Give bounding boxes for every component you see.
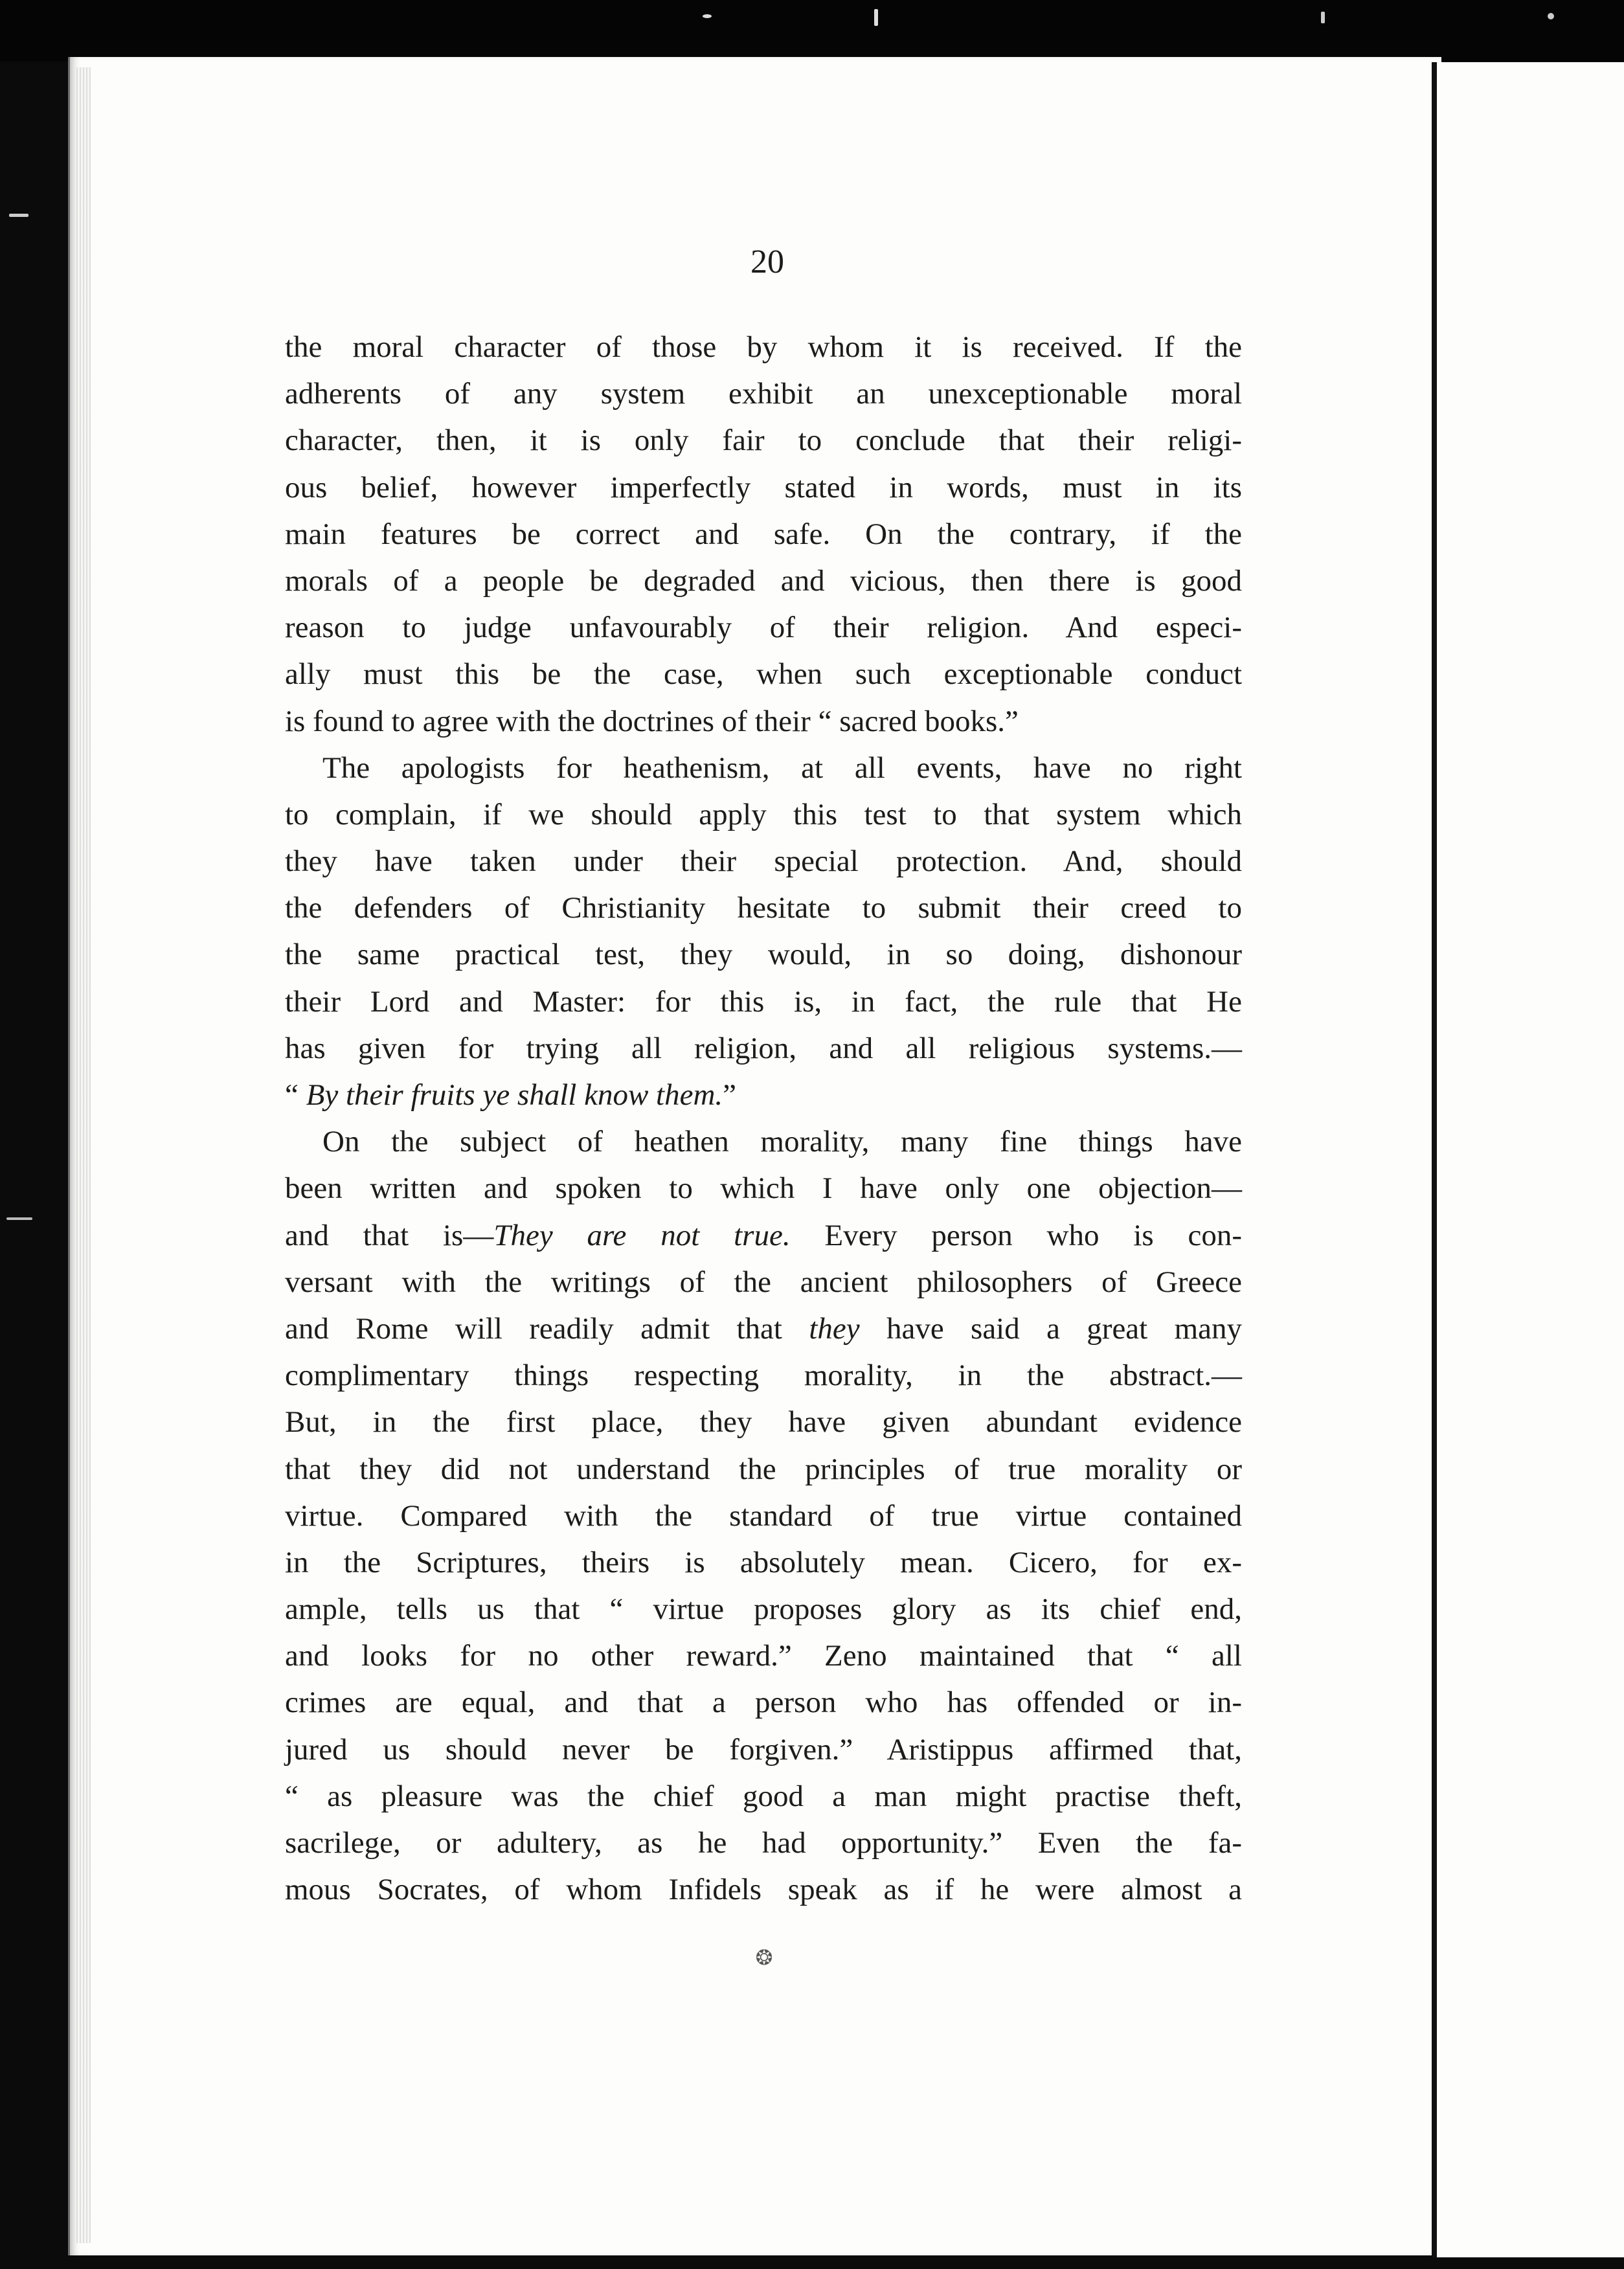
text-line: character, then, it is only fair to conclude that their religi-	[285, 423, 1242, 458]
text-line: morals of a people be degraded and vicious, then there is good	[285, 563, 1242, 598]
text-line: in the Scriptures, theirs is absolutely mean. Cicero, for ex-	[285, 1545, 1242, 1579]
scan-speck	[1548, 13, 1554, 19]
text-line: On the subject of heathen morality, many fine things have	[322, 1125, 1242, 1159]
text-line: and looks for no other reward.” Zeno maintained that “ all	[285, 1639, 1242, 1673]
text-line: jured us should never be forgiven.” Aristippus affirmed that,	[285, 1732, 1242, 1767]
scan-speck	[874, 9, 878, 26]
text-line: mous Socrates, of whom Infidels speak as if he were almost a	[285, 1873, 1242, 1907]
text-line: and Rome will readily admit that they have said a great many	[285, 1311, 1242, 1346]
scan-speck	[6, 1217, 32, 1220]
text-line: that they did not understand the principles of true morality or	[285, 1452, 1242, 1486]
text-line: the defenders of Christianity hesitate to submit their creed to	[285, 891, 1242, 925]
text-line: to complain, if we should apply this test to that system which	[285, 797, 1242, 831]
page-edges	[76, 67, 91, 2243]
text-line: been written and spoken to which I have only one objection—	[285, 1171, 1242, 1206]
text-line: “ By their fruits ye shall know them.”	[285, 1078, 737, 1112]
text-line: main features be correct and safe. On the contrary, if the	[285, 517, 1242, 551]
scan-speck	[1321, 12, 1325, 23]
body-text	[285, 324, 1242, 1913]
text-line: the moral character of those by whom it is received. If the	[285, 330, 1242, 364]
page-number: 20	[750, 243, 784, 280]
text-line: reason to judge unfavourably of their religion. And especi-	[285, 611, 1242, 645]
printer-ornament-icon: ❂	[755, 1946, 773, 1969]
text-line: But, in the first place, they have given abundant evidence	[285, 1405, 1242, 1439]
text-line: is found to agree with the doctrines of their “ sacred books.”	[285, 704, 1019, 738]
text-line: complimentary things respecting morality, in the abstract.—	[285, 1359, 1242, 1393]
text-line: they have taken under their special protection. And, should	[285, 844, 1242, 879]
italic-text: They are not true.	[493, 1218, 791, 1252]
scan-speck	[703, 14, 712, 18]
text-line: adherents of any system exhibit an unexceptionable moral	[285, 377, 1242, 411]
text-line: ally must this be the case, when such exceptionable conduct	[285, 657, 1242, 692]
text-line: their Lord and Master: for this is, in fact, the rule that He	[285, 984, 1242, 1019]
next-page-edge	[1437, 62, 1624, 2257]
text-line: and that is—They are not true. Every person who is con-	[285, 1218, 1242, 1252]
gutter-line	[1432, 62, 1437, 2257]
italic-text: they	[809, 1311, 860, 1346]
text-line: crimes are equal, and that a person who has offended or in-	[285, 1686, 1242, 1720]
text-line: ous belief, however imperfectly stated in words, must in its	[285, 470, 1242, 504]
text-line: “ as pleasure was the chief good a man might practise theft,	[285, 1779, 1242, 1813]
scan-border	[0, 0, 1624, 62]
text-line: sacrilege, or adultery, as he had opportunity.” Even the fa-	[285, 1826, 1242, 1860]
text-line: The apologists for heathenism, at all events, have no right	[322, 751, 1242, 785]
text-line: virtue. Compared with the standard of true virtue contained	[285, 1498, 1242, 1533]
text-line: versant with the writings of the ancient philosophers of Greece	[285, 1265, 1242, 1299]
text-line: ample, tells us that “ virtue proposes glory as its chief end,	[285, 1592, 1242, 1627]
scan-speck	[9, 214, 28, 217]
text-line: the same practical test, they would, in so doing, dishonour	[285, 938, 1242, 972]
text-line: has given for trying all religion, and all religious systems.—	[285, 1031, 1242, 1065]
italic-text: By their fruits ye shall know them.	[306, 1078, 723, 1112]
